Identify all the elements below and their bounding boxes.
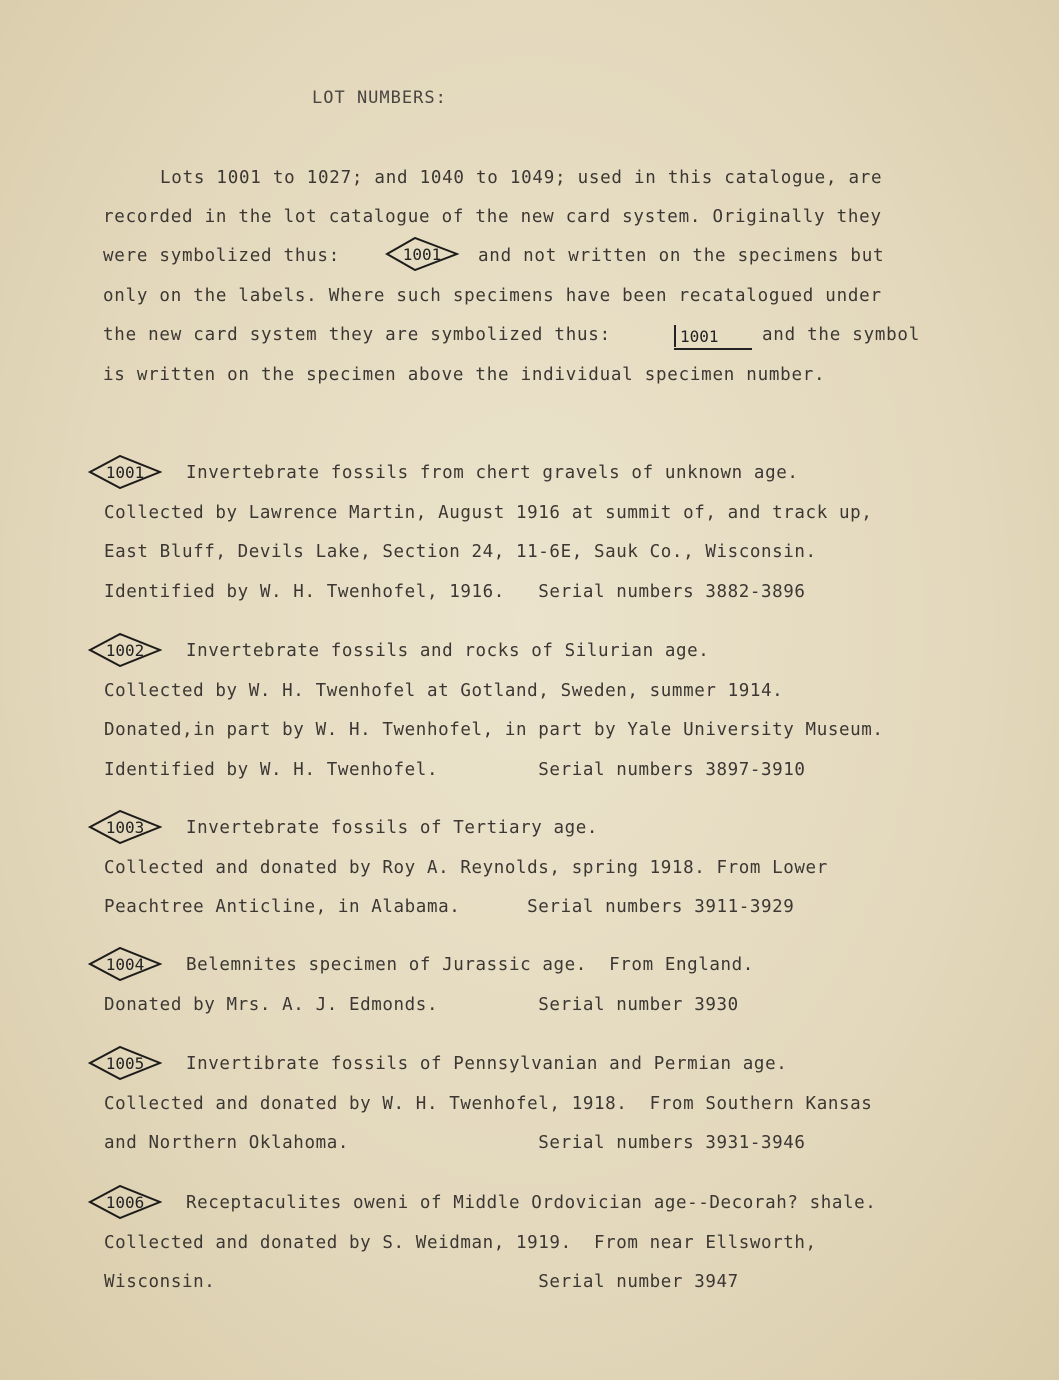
lot-number: 1005 xyxy=(105,1053,145,1073)
intro-line-6: is written on the specimen above the individual specimen number. xyxy=(103,365,826,385)
page-heading: LOT NUMBERS: xyxy=(312,88,447,108)
lot-symbol-underlined xyxy=(680,327,719,346)
lot-detail-line: East Bluff, Devils Lake, Section 24, 11-6E, Sauk Co., Wisconsin. xyxy=(104,542,817,562)
lot-detail-line: Collected by W. H. Twenhofel at Gotland, Sweden, summer 1914. xyxy=(104,680,784,701)
lot-detail-line: Identified by W. H. Twenhofel, 1916. Serial numbers 3882-3896 xyxy=(104,581,806,602)
lot-description: Invertebrate fossils of Tertiary age. xyxy=(186,818,599,838)
lot-detail-line: Peachtree Anticline, in Alabama. Serial numbers 3911-3929 xyxy=(104,897,795,917)
lot-symbol-diamond xyxy=(385,237,459,271)
lot-detail-line: Collected and donated by Roy A. Reynolds, spring 1918. From Lower xyxy=(104,857,828,878)
intro-line-3a: were symbolized thus: xyxy=(103,246,341,266)
lot-number: 1002 xyxy=(105,640,145,660)
lot-description: Invertebrate fossils from chert gravels of unknown age. xyxy=(186,463,799,483)
intro-line-1: Lots 1001 to 1027; and 1040 to 1049; used in this catalogue, are xyxy=(160,168,883,188)
lot-detail-line: Donated by Mrs. A. J. Edmonds. Serial number 3930 xyxy=(104,994,739,1015)
lot-detail-line: Collected and donated by S. Weidman, 1919. From near Ellsworth, xyxy=(104,1232,817,1253)
lot-number: 1004 xyxy=(105,954,145,974)
lot-symbol-diamond-number: 1001 xyxy=(402,244,442,264)
lot-description: Invertibrate fossils of Pennsylvanian and Permian age. xyxy=(186,1054,788,1074)
lot-number: 1003 xyxy=(105,817,145,837)
lot-number-diamond xyxy=(88,947,162,981)
lot-detail-line: Wisconsin. Serial number 3947 xyxy=(104,1272,739,1292)
lot-detail-line: Collected and donated by W. H. Twenhofel, 1918. From Southern Kansas xyxy=(104,1093,873,1114)
lot-number-diamond xyxy=(88,455,162,489)
lot-description: Receptaculites oweni of Middle Ordovician age--Decorah? shale. xyxy=(186,1193,877,1213)
lot-detail-line: and Northern Oklahoma. Serial numbers 3931-3946 xyxy=(104,1133,806,1153)
lot-detail-line: Collected by Lawrence Martin, August 1916 at summit of, and track up, xyxy=(104,502,873,523)
lot-number-diamond xyxy=(88,810,162,844)
lot-symbol-underlined-number: 1001 xyxy=(680,327,719,346)
intro-line-3b: and not written on the specimens but xyxy=(478,246,885,266)
lot-number-diamond xyxy=(88,633,162,667)
intro-line-5a: the new card system they are symbolized thus: xyxy=(103,325,611,345)
lot-number: 1006 xyxy=(105,1192,145,1212)
lot-detail-line: Identified by W. H. Twenhofel. Serial numbers 3897-3910 xyxy=(104,759,806,780)
intro-line-5b: and the symbol xyxy=(762,325,921,345)
lot-description: Invertebrate fossils and rocks of Silurian age. xyxy=(186,641,710,661)
lot-number: 1001 xyxy=(105,462,145,482)
intro-line-2: recorded in the lot catalogue of the new card system. Originally they xyxy=(103,207,882,227)
lot-description: Belemnites specimen of Jurassic age. From England. xyxy=(186,955,754,975)
lot-number-diamond xyxy=(88,1046,162,1080)
lot-detail-line: Donated,in part by W. H. Twenhofel, in part by Yale University Museum. xyxy=(104,720,884,740)
intro-line-4: only on the labels. Where such specimens have been recatalogued under xyxy=(103,286,882,306)
lot-number-diamond xyxy=(88,1185,162,1219)
